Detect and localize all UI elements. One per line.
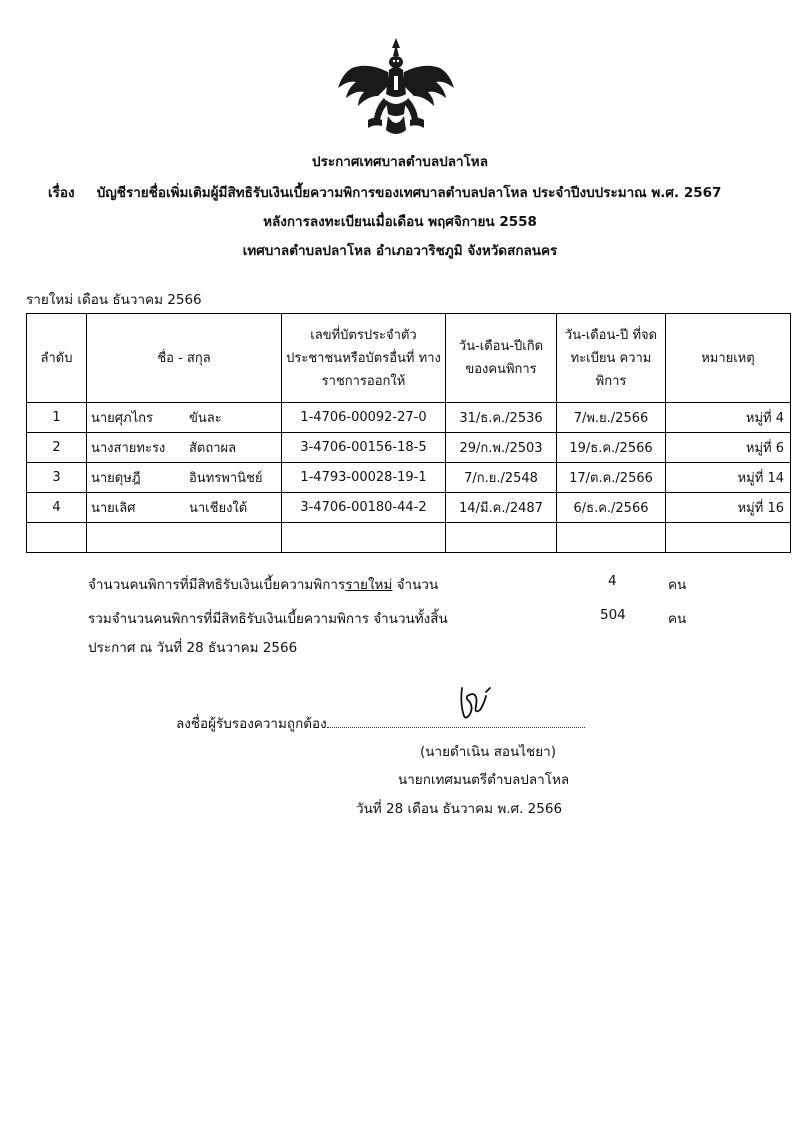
beneficiary-table [26, 313, 791, 553]
signer-position: นายกเทศมนตรีตำบลปลาโหล [398, 772, 570, 788]
new-count-unit: คน [668, 577, 687, 593]
signature-date: วันที่ 28 เดือน ธันวาคม พ.ศ. 2566 [356, 801, 563, 817]
subject-text: บัญชีรายชื่อเพิ่มเติมผู้มีสิทธิรับเงินเบี้ยความพิการของเทศบาลตำบลปลาโหล ประจำปีงบประมาณ พ.ศ. 2567 [96, 185, 722, 201]
cell-name [87, 403, 282, 433]
last-name: อินทรพานิชย์ [189, 471, 263, 486]
cell-registered: 6/ธ.ค./2566 [557, 493, 666, 523]
table-header-row [27, 314, 791, 403]
cell-no: 2 [27, 433, 87, 463]
cell-remark: หมู่ที่ 14 [666, 463, 791, 493]
total-count-value: 504 [600, 607, 626, 623]
last-name: สัตถาผล [189, 441, 237, 456]
table-row [27, 433, 791, 463]
cell-dob: 29/ก.พ./2503 [446, 433, 557, 463]
signature-label: ลงชื่อผู้รับรองความถูกต้อง [176, 716, 327, 732]
cell-remark: หมู่ที่ 4 [666, 403, 791, 433]
cell-id: 1-4706-00092-27-0 [282, 403, 446, 433]
new-count-value: 4 [608, 573, 617, 589]
announce-date: ประกาศ ณ วันที่ 28 ธันวาคม 2566 [88, 640, 298, 656]
last-name: นาเชียงใต้ [189, 501, 248, 516]
signer-name: (นายดำเนิน สอนไชยา) [420, 744, 556, 760]
table-row [27, 463, 791, 493]
col-header-no: ลำดับ [27, 314, 87, 403]
new-list-label: รายใหม่ เดือน ธันวาคม 2566 [26, 292, 202, 308]
cell-name [87, 463, 282, 493]
signature-line [176, 712, 585, 734]
col-header-name: ชื่อ - สกุล [87, 314, 282, 403]
new-emphasis: รายใหม่ [345, 577, 393, 593]
header-line-3: เทศบาลตำบลปลาโหล อำเภอวาริชภูมิ จังหวัดสกลนคร [242, 243, 558, 259]
col-header-remark: หมายเหตุ [666, 314, 791, 403]
cell-no: 4 [27, 493, 87, 523]
cell-id: 3-4706-00156-18-5 [282, 433, 446, 463]
cell-dob: 31/ธ.ค./2536 [446, 403, 557, 433]
cell-name [87, 433, 282, 463]
garuda-emblem [334, 34, 458, 140]
total-count-unit: คน [668, 611, 687, 627]
cell-remark: หมู่ที่ 6 [666, 433, 791, 463]
total-count-label: รวมจำนวนคนพิการที่มีสิทธิรับเงินเบี้ยความพิการ จำนวนทั้งสิ้น [88, 611, 448, 627]
last-name: ขันละ [189, 411, 222, 426]
first-name: นายศุภไกร [91, 411, 154, 426]
table-row [27, 493, 791, 523]
col-header-id: เลขที่บัตรประจำตัว ประชาชนหรือบัตรอื่นที่ ทางราชการออกให้ [282, 314, 446, 403]
first-name: นายเลิศ [91, 501, 136, 516]
cell-registered: 17/ต.ค./2566 [557, 463, 666, 493]
first-name: นางสายทะรง [91, 441, 166, 456]
cell-registered: 19/ธ.ค./2566 [557, 433, 666, 463]
new-count-label: จำนวนคนพิการที่มีสิทธิรับเงินเบี้ยความพิการรายใหม่ จำนวน [88, 577, 439, 593]
subject-label: เรื่อง [48, 185, 75, 201]
cell-remark: หมู่ที่ 16 [666, 493, 791, 523]
cell-id: 3-4706-00180-44-2 [282, 493, 446, 523]
cell-name [87, 493, 282, 523]
announcement-org: ประกาศเทศบาลตำบลปลาโหล [312, 154, 488, 170]
cell-no: 1 [27, 403, 87, 433]
col-header-dob: วัน-เดือน-ปีเกิด ของคนพิการ [446, 314, 557, 403]
cell-registered: 7/พ.ย./2566 [557, 403, 666, 433]
cell-dob: 7/ก.ย./2548 [446, 463, 557, 493]
cell-dob: 14/มี.ค./2487 [446, 493, 557, 523]
subject-line [48, 181, 721, 203]
header-line-2: หลังการลงทะเบียนเมื่อเดือน พฤศจิกายน 2558 [263, 214, 537, 230]
signature-dotted-line [327, 715, 585, 728]
table-row-empty [27, 523, 791, 553]
col-header-registered: วัน-เดือน-ปี ที่จดทะเบียน ความพิการ [557, 314, 666, 403]
cell-id: 1-4793-00028-19-1 [282, 463, 446, 493]
table-row [27, 403, 791, 433]
cell-no: 3 [27, 463, 87, 493]
first-name: นายดุษฎี [91, 471, 141, 486]
